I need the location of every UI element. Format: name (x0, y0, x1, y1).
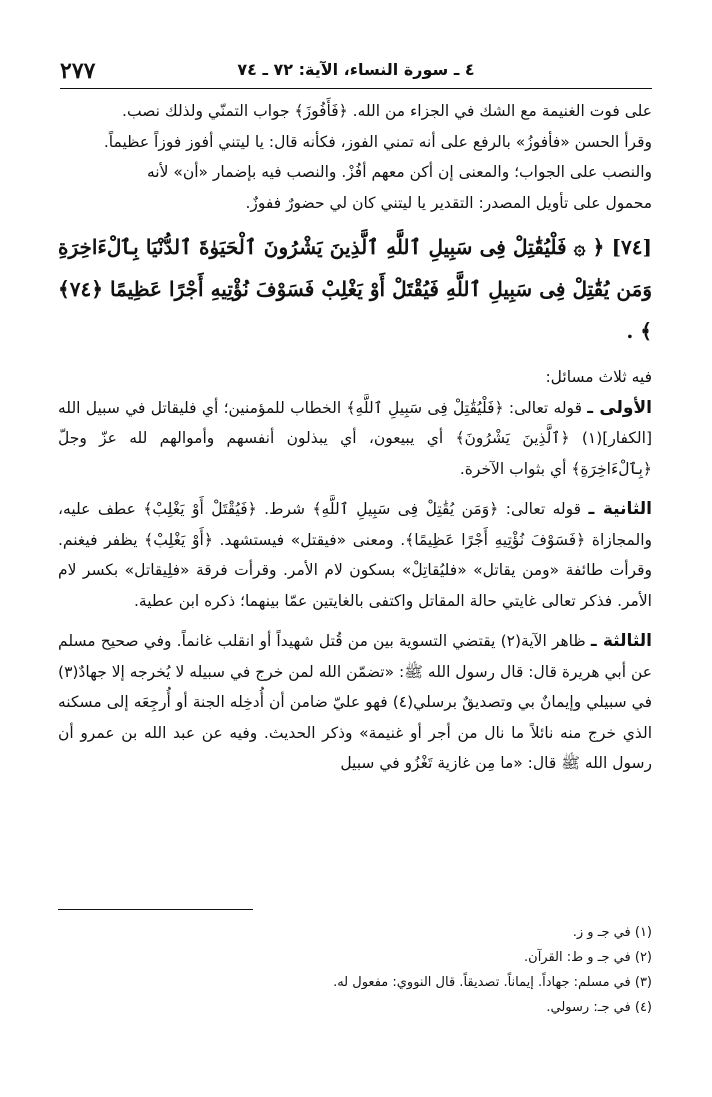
section-intro: فيه ثلاث مسائل: (545, 368, 652, 386)
running-header (60, 56, 652, 89)
footnote: (١) في جـ و ز. (572, 925, 652, 940)
paragraph: والنصب على الجواب؛ والمعنى إن أكن معهم أفُزْ. والنصب فيه بإضمار «أن» لأنه (146, 163, 652, 181)
issue-label: الثانية ـ (588, 499, 652, 519)
main-text (58, 96, 652, 779)
paragraph: على فوت الغنيمة مع الشك في الجزاء من الله. ﴿فَأَفُوزَ﴾ جواب التمنّي ولذلك نصب. (122, 102, 652, 120)
issue-second (58, 494, 652, 616)
issue-label: الثالثة ـ (590, 631, 652, 651)
quran-verse: [٧٤] ﴿ ۞ فَلْيُقَٰتِلْ فِى سَبِيلِ ٱللَّهِ ٱلَّذِينَ يَشْرُونَ ٱلْحَيَوٰةَ ٱلدُّنْيَا بِٱلْءَاخِرَةِ وَمَن يُقَٰتِلْ فِى سَبِيلِ ٱللَّهِ فَيُقْتَلْ أَوْ يَغْلِبْ فَسَوْفَ نُؤْتِيهِ أَجْرًا عَظِيمًا ﴿٧٤﴾ ﴾ . (58, 235, 652, 343)
paragraph: محمول على تأويل المصدر: التقدير يا ليتني كان لي حضورٌ ففوزٌ. (245, 193, 652, 212)
page-number: ٢٧٧ (60, 58, 96, 84)
issue-third (58, 626, 652, 779)
chapter-title: ٤ ـ سورة النساء، الآية: ٧٢ ـ ٧٤ (237, 60, 475, 79)
footnote: (٢) في جـ و ط: القرآن. (524, 950, 652, 965)
issue-label: الأولى ـ (587, 397, 652, 418)
footnote-divider (58, 909, 253, 910)
issue-text: قوله تعالى: ﴿وَمَن يُقَٰتِلْ فِى سَبِيلِ ٱللَّهِ﴾ شرط. ﴿فَيُقْتَلْ أَوْ يَغْلِبْ﴾ عطف عليه، والمجازاة ﴿فَسَوْفَ نُؤْتِيهِ أَجْرًا عَظِيمًا﴾. ومعنى «فيقتل» فيستشهد. ﴿أَوْ يَغْلِبْ﴾ يظفر فيغنم. وقرأت طائفة «ومن يقاتل» «فليُقاتِلْ» بسكون لام الأمر. وقرأت فرقة «فلِيقاتل» بكسر لام الأمر. فذكر تعالى غايتي حالة المقاتل واكتفى بالغايتين عمّا بينهما؛ ذكره ابن عطية. (58, 500, 652, 610)
issue-text: قوله تعالى: ﴿فَلْيُقَٰتِلْ فِى سَبِيلِ ٱللَّهِ﴾ الخطاب للمؤمنين؛ أي فليقاتل في سبيل الله [الكفار](١) ﴿ٱلَّذِينَ يَشْرُونَ﴾ أي يبيعون، أي يبذلون أنفسهم وأموالهم لله عزّ وجلّ ﴿بِٱلْءَاخِرَةِ﴾ أي بثواب الآخرة. (58, 398, 652, 478)
footnote: (٣) في مسلم: جهاداً. إيماناً. تصديقاً. قال النووي: مفعول له. (333, 975, 652, 990)
issue-text: ظاهر الآية(٢) يقتضي التسوية بين من قُتل شهيداً أو انقلب غانماً. وفي صحيح مسلم عن أبي هريرة قال: قال رسول الله ﷺ: «تضمّن الله لمن خرج في سبيله لا يُخرجه إلا جهادٌ(٣) في سبيلي وإيمانٌ بي وتصديقٌ برسلي(٤) فهو عليّ ضامن أن أُدخِله الجنة أو أُرجِعَه إلى مسكنه الذي خرج منه نائلاً ما نال من أجر أو غنيمة» وذكر الحديث. وفيه عن عبد الله بن عمرو أن رسول الله ﷺ قال: «ما مِن غازية تَغْزُو في سبيل (58, 632, 652, 772)
paragraph: وقرأ الحسن «فأفوزُ» بالرفع على أنه تمني الفوز، فكأنه قال: يا ليتني أفوز فوزاً عظيماً. (103, 132, 652, 151)
footnotes (60, 920, 652, 1020)
issue-first (58, 393, 652, 485)
footnote: (٤) في جـ: رسولي. (546, 1000, 652, 1015)
